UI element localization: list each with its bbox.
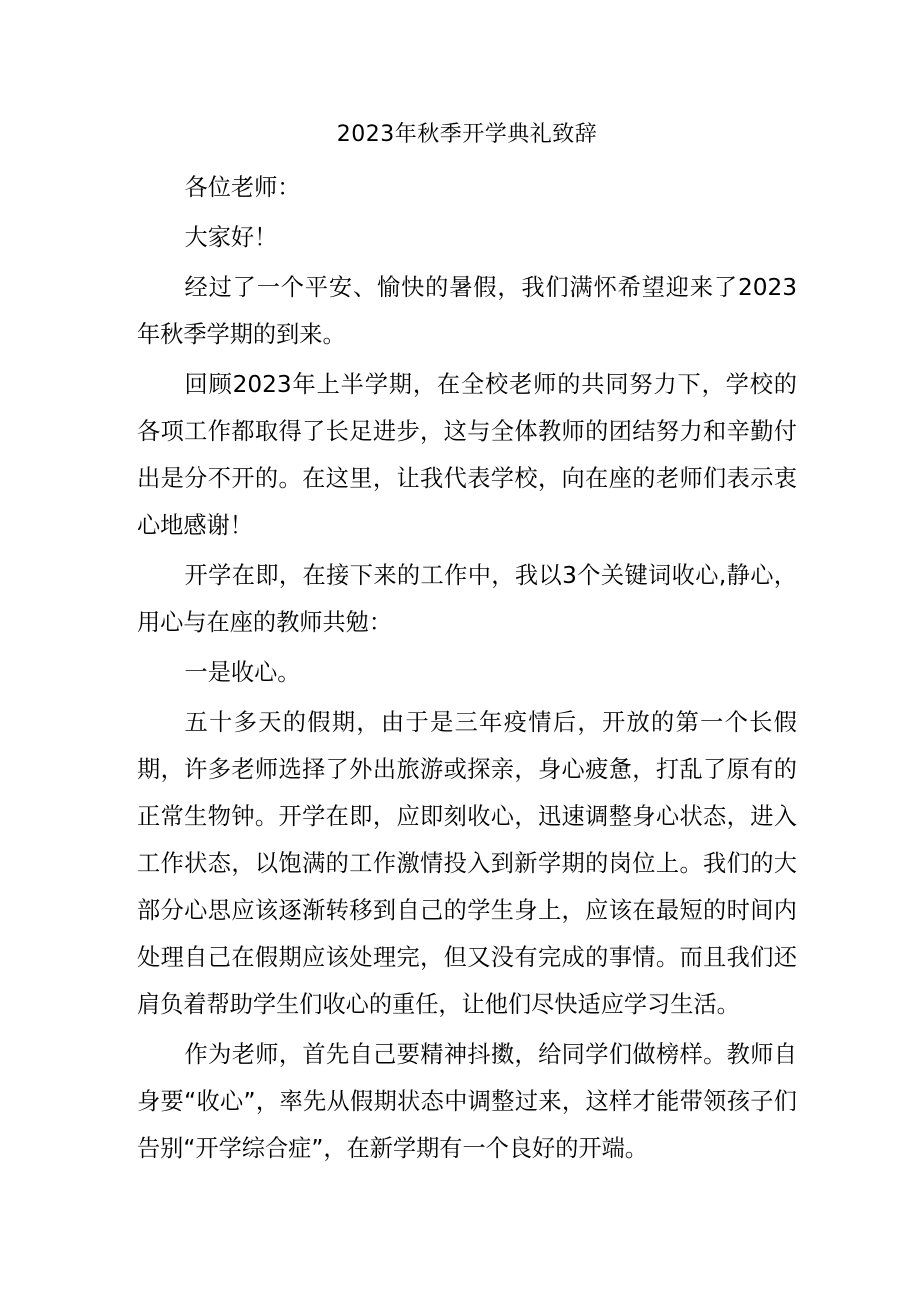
paragraph-keywords: 开学在即，在接下来的工作中，我以3个关键词收心,静心，用心与在座的教师共勉： — [137, 562, 797, 636]
paragraph-intro: 经过了一个平安、愉快的暑假，我们满怀希望迎来了2023年秋季学期的到来。 — [137, 274, 797, 348]
document-title: 2023年秋季开学典礼致辞 — [336, 122, 598, 147]
greeting: 大家好！ — [184, 224, 278, 251]
paragraph-review: 回顾2023年上半学期，在全校老师的共同努力下，学校的各项工作都取得了长足进步，这与全体教师的团结努力和辛勤付出是分不开的。在这里，让我代表学校，向在座的老师们表示衷心地感谢！ — [137, 371, 797, 539]
section-heading-focus: 一是收心。 — [184, 659, 301, 686]
salutation: 各位老师： — [184, 174, 301, 201]
document-page — [137, 116, 797, 1175]
paragraph-teacher-role: 作为老师，首先自己要精神抖擞，给同学们做榜样。教师自身要“收心”，率先从假期状态中调整过来，这样才能带领孩子们告别“开学综合症”，在新学期有一个良好的开端。 — [137, 1041, 797, 1162]
paragraph-holiday: 五十多天的假期，由于是三年疫情后，开放的第一个长假期，许多老师选择了外出旅游或探亲，身心疲惫，打乱了原有的正常生物钟。开学在即，应即刻收心，迅速调整身心状态，进入工作状态，以饱满的工作激情投入到新学期的岗位上。我们的大部分心思应该逐渐转移到自己的学生身上，应该在最短的时间内处理自己在假期应该处理完，但又没有完成的事情。而且我们还肩负着帮助学生们收心的重任，让他们尽快适应学习生活。 — [137, 709, 797, 1018]
